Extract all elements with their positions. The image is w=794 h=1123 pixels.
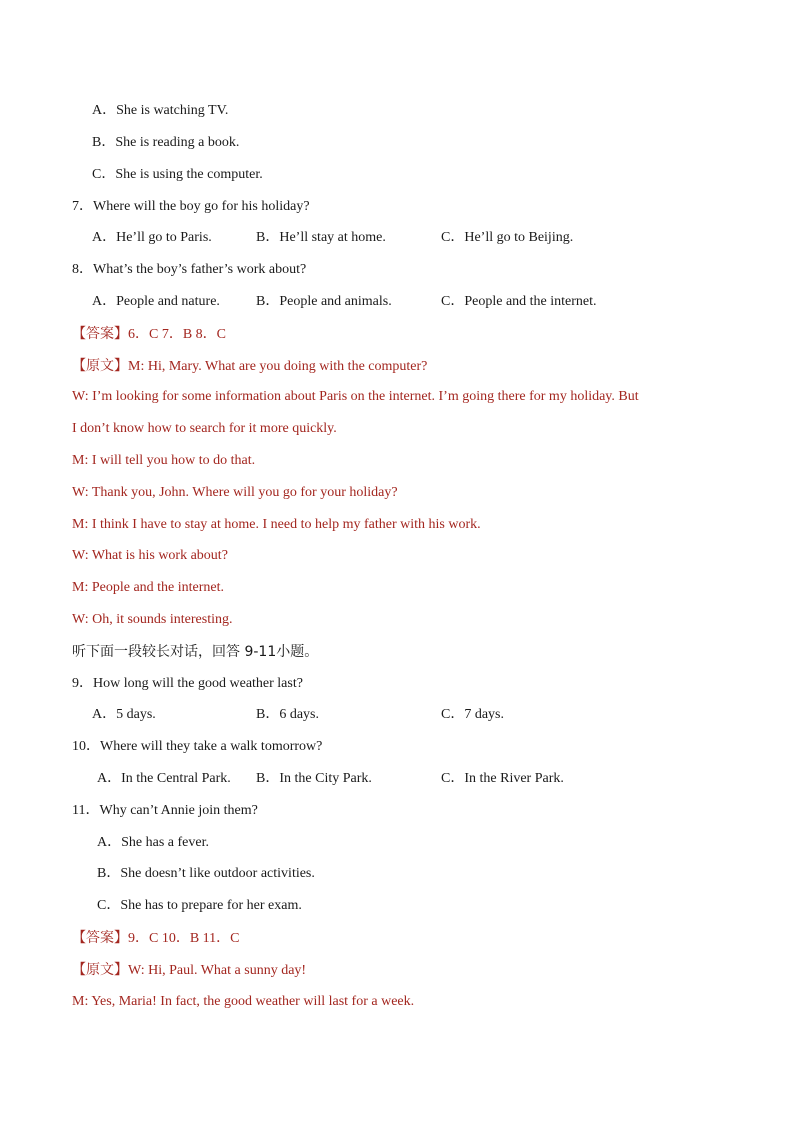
q10-option-c: C．In the River Park. xyxy=(441,771,564,786)
q11-stem: 11．Why can’t Annie join them? xyxy=(72,803,258,818)
q8-stem: 8．What’s the boy’s father’s work about? xyxy=(72,262,307,277)
q8-option-a: A．People and nature. xyxy=(92,294,220,309)
answer-text: 6．C 7．B 8．C xyxy=(128,327,227,342)
script-line: M: Yes, Maria! In fact, the good weather will last for a week. xyxy=(72,994,415,1009)
answer-block-1 xyxy=(72,324,226,345)
q8-option-b: B．People and animals. xyxy=(256,294,392,309)
q10-option-a: A．In the Central Park. xyxy=(97,771,231,786)
q6-option-a: A．She is watching TV. xyxy=(92,103,229,118)
script-line: I don’t know how to search for it more quickly. xyxy=(72,421,337,436)
answer-tag: 【答案】 xyxy=(72,326,128,342)
script-line: W: Hi, Paul. What a sunny day! xyxy=(128,963,307,978)
q10-stem: 10．Where will they take a walk tomorrow? xyxy=(72,739,323,754)
q7-stem: 7．Where will the boy go for his holiday? xyxy=(72,199,310,214)
q6-option-c: C．She is using the computer. xyxy=(92,167,263,182)
q6-option-b: B．She is reading a book. xyxy=(92,135,240,150)
script-line: W: Thank you, John. Where will you go for your holiday? xyxy=(72,485,398,500)
q11-option-a: A．She has a fever. xyxy=(97,835,209,850)
script-line: M: People and the internet. xyxy=(72,580,225,595)
script-block-1-line-0 xyxy=(72,356,427,377)
script-line: W: What is his work about? xyxy=(72,548,228,563)
script-line: M: I will tell you how to do that. xyxy=(72,453,256,468)
q9-option-a: A．5 days. xyxy=(92,707,156,722)
q7-option-b: B．He’ll stay at home. xyxy=(256,230,386,245)
q7-option-c: C．He’ll go to Beijing. xyxy=(441,230,574,245)
answer-text: 9．C 10．B 11．C xyxy=(128,931,240,946)
section-instruction: 听下面一段较长对话，回答 9-11小题。 xyxy=(72,644,319,660)
script-line: M: Hi, Mary. What are you doing with the computer? xyxy=(128,359,428,374)
answer-tag: 【答案】 xyxy=(72,930,128,946)
script-block-2-line-0 xyxy=(72,960,306,981)
q11-option-b: B．She doesn’t like outdoor activities. xyxy=(97,866,315,881)
q9-option-c: C．7 days. xyxy=(441,707,504,722)
q9-option-b: B．6 days. xyxy=(256,707,319,722)
q8-option-c: C．People and the internet. xyxy=(441,294,597,309)
q11-option-c: C．She has to prepare for her exam. xyxy=(97,898,302,913)
script-tag: 【原文】 xyxy=(72,358,128,374)
answer-block-2 xyxy=(72,928,240,949)
q9-stem: 9．How long will the good weather last? xyxy=(72,676,303,691)
script-line: W: I’m looking for some information about Paris on the internet. I’m going there for my holiday. But xyxy=(72,389,639,404)
script-line: M: I think I have to stay at home. I need to help my father with his work. xyxy=(72,517,481,532)
q7-option-a: A．He’ll go to Paris. xyxy=(92,230,212,245)
script-line: W: Oh, it sounds interesting. xyxy=(72,612,233,627)
script-tag: 【原文】 xyxy=(72,962,128,978)
q10-option-b: B．In the City Park. xyxy=(256,771,372,786)
